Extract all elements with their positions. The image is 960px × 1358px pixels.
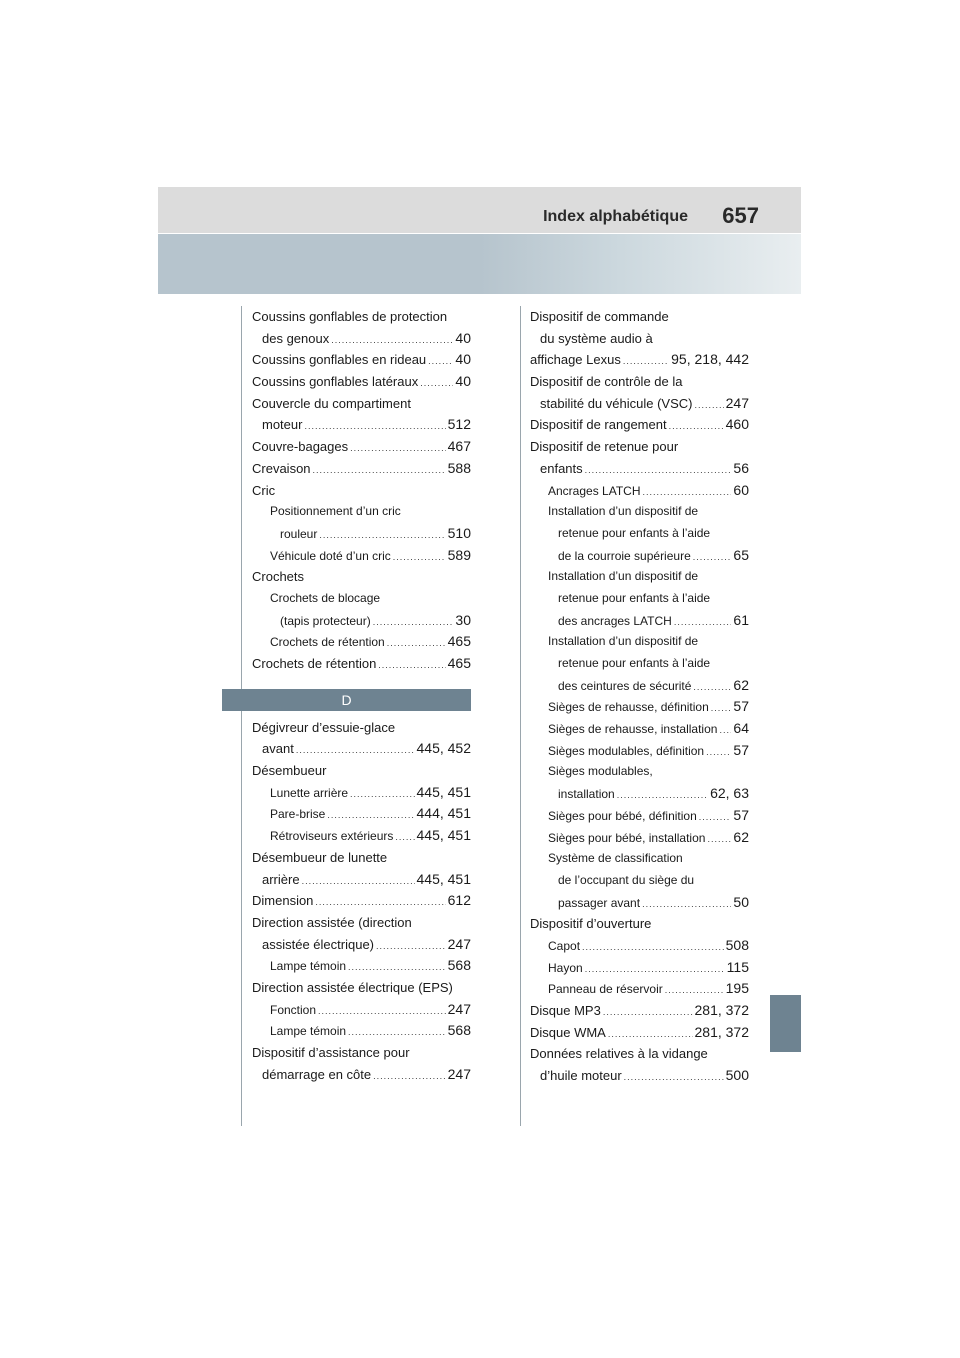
leader-dots (707, 829, 731, 849)
index-entry-term: Crevaison (252, 460, 311, 476)
index-entry (530, 523, 749, 545)
leader-dots (642, 894, 731, 914)
index-entry (252, 890, 471, 912)
column-rule-right (520, 306, 521, 1126)
index-entry-term: Rétroviseurs extérieurs (270, 829, 394, 844)
index-entry (252, 501, 471, 523)
index-entry-pages: 589 (447, 546, 471, 563)
column-rule-left (241, 306, 242, 1126)
index-entry (252, 393, 471, 415)
leader-dots (350, 784, 414, 804)
index-entry-term: Installation d’un dispositif de (548, 634, 699, 649)
index-entry (252, 955, 471, 977)
index-entry-term: Sièges de rehausse, définition (548, 700, 709, 715)
index-entry-term: du système audio à (540, 330, 653, 346)
index-entry (530, 371, 749, 393)
index-entry-term: démarrage en côte (262, 1066, 372, 1082)
index-entry-term: Coussins gonflables de protection (252, 309, 448, 324)
index-entry-term: Sièges pour bébé, définition (548, 808, 697, 823)
leader-dots (642, 482, 731, 502)
index-entry (530, 566, 749, 588)
index-entry (530, 1022, 749, 1044)
leader-dots (373, 612, 454, 632)
leader-dots (318, 1001, 446, 1021)
index-entry (252, 328, 471, 350)
index-entry (530, 545, 749, 567)
index-entry (252, 653, 471, 675)
index-entry-pages: 510 (447, 524, 471, 541)
index-entry (252, 371, 471, 393)
index-entry (252, 414, 471, 436)
index-entry (530, 1043, 749, 1065)
index-entry-pages: 60 (733, 481, 749, 498)
leader-dots (585, 460, 732, 480)
index-entry-pages: 467 (447, 438, 471, 455)
index-entry-term: Installation d’un dispositif de (548, 504, 699, 519)
index-entry-term: Couvre-bagages (252, 439, 349, 455)
index-entry-pages: 445, 452 (416, 740, 471, 757)
index-entry-term: retenue pour enfants à l’aide (558, 656, 711, 670)
index-entry-pages: 500 (725, 1067, 749, 1084)
index-entry-term: assistée électrique) (262, 936, 374, 952)
index-entry-pages: 61 (733, 611, 749, 628)
index-entry-term: Sièges modulables, définition (548, 743, 705, 758)
index-entry-pages: 445, 451 (416, 783, 471, 800)
index-entry (252, 1020, 471, 1042)
header-gradient-band (158, 234, 801, 294)
index-entry-term: Dégivreur d’essuie-glace (252, 719, 396, 735)
index-entry-pages: 281, 372 (694, 1023, 749, 1040)
index-entry (252, 912, 471, 934)
leader-dots (582, 937, 724, 957)
index-entry-pages: 508 (725, 936, 749, 953)
index-entry (530, 414, 749, 436)
leader-dots (373, 1066, 446, 1086)
index-entry (530, 631, 749, 653)
index-entry (530, 783, 749, 805)
index-entry-term: Cric (252, 482, 276, 498)
index-entry-pages: 281, 372 (694, 1002, 749, 1018)
leader-dots (623, 351, 669, 371)
index-entry-term: stabilité du véhicule (VSC) (540, 395, 693, 411)
index-entry-term: Coussins gonflables latéraux (252, 374, 419, 390)
index-entry-term: Couvercle du compartiment (252, 395, 411, 411)
leader-dots (719, 720, 731, 740)
leader-dots (302, 871, 415, 891)
index-entry-pages: 30 (455, 611, 471, 628)
index-entry (530, 696, 749, 718)
index-entry (252, 760, 471, 782)
index-entry-pages: 62 (733, 676, 749, 693)
index-entry (530, 458, 749, 480)
index-entry-term: Crochets de rétention (270, 635, 385, 650)
index-entry (252, 1064, 471, 1086)
index-entry-term: Lampe témoin (270, 959, 347, 974)
index-entry (530, 761, 749, 783)
index-entry-term: Direction assistée (direction (252, 914, 412, 930)
index-entry-term: avant (262, 741, 294, 757)
index-entry-term: passager avant (558, 895, 641, 910)
leader-dots (694, 395, 723, 415)
index-entry-pages: 445, 451 (416, 870, 471, 887)
index-entry-term: (tapis protecteur) (280, 613, 371, 628)
leader-dots (315, 892, 445, 912)
index-entry-pages: 62, 63 (710, 785, 749, 802)
leader-dots (665, 980, 724, 1000)
index-entry (530, 501, 749, 523)
index-entry-term: Disque MP3 (530, 1003, 601, 1018)
header-title: Index alphabétique (543, 208, 688, 225)
index-entry (530, 328, 749, 350)
index-entry-term: Dispositif d’assistance pour (252, 1045, 410, 1060)
leader-dots (350, 438, 446, 458)
index-entry-term: installation (558, 787, 615, 802)
index-entry (530, 1065, 749, 1087)
index-entry-pages: 195 (725, 980, 749, 997)
index-entry-term: d’huile moteur (540, 1068, 622, 1084)
index-entry (252, 458, 471, 480)
index-entry-term: arrière (262, 871, 300, 887)
section-letter-d: D (222, 689, 471, 711)
index-entry-term: retenue pour enfants à l’aide (558, 590, 711, 605)
index-entry (252, 825, 471, 847)
index-entry-term: de l’occupant du siège du (558, 872, 695, 887)
leader-dots (624, 1067, 724, 1087)
index-entry-pages: 465 (447, 633, 471, 650)
index-entry-pages: 445, 451 (416, 827, 471, 844)
index-entry-pages: 62 (733, 828, 749, 845)
leader-dots (420, 373, 453, 393)
leader-dots (387, 633, 446, 653)
index-entry-pages: 460 (725, 416, 749, 433)
index-entry-term: Système de classification (548, 851, 683, 866)
index-entry-term: affichage Lexus (530, 352, 621, 368)
page-number: 657 (722, 203, 759, 228)
index-entry (252, 436, 471, 458)
index-entry-term: Dispositif de contrôle de la (530, 374, 683, 390)
index-entry (252, 717, 471, 739)
index-entry (530, 718, 749, 740)
index-entry-term: des ancrages LATCH (558, 613, 672, 628)
index-entry-term: Crochets (252, 569, 305, 585)
index-entry (530, 653, 749, 675)
index-entry-term: Coussins gonflables en rideau (252, 352, 427, 368)
index-entry-pages: 568 (447, 957, 471, 974)
index-entry (530, 436, 749, 458)
leader-dots (395, 827, 414, 847)
index-entry-pages: 40 (455, 373, 471, 390)
index-entry-pages: 512 (447, 416, 471, 433)
index-entry (530, 306, 749, 328)
index-entry-term: Désembueur (252, 763, 327, 779)
leader-dots (711, 698, 732, 718)
index-entry-pages: 57 (733, 741, 749, 758)
index-entry-term: Capot (548, 938, 581, 953)
index-entry-pages: 50 (733, 893, 749, 910)
index-entry (252, 803, 471, 825)
index-entry-term: Sièges de rehausse, installation (548, 722, 718, 737)
index-entry (252, 588, 471, 610)
index-entry-term: enfants (540, 460, 583, 476)
index-entry (530, 675, 749, 697)
index-entry-term: retenue pour enfants à l’aide (558, 525, 711, 540)
index-entry-pages: 57 (733, 698, 749, 715)
index-entry-pages: 247 (447, 1065, 471, 1082)
index-entry (530, 913, 749, 935)
leader-dots (617, 785, 708, 805)
index-entry (530, 978, 749, 1000)
index-entry (252, 349, 471, 371)
index-entry-term: des genoux (262, 330, 330, 346)
index-entry (530, 957, 749, 979)
index-entry-term: Positionnement d’un cric (270, 504, 401, 519)
index-entry-term: rouleur (280, 526, 318, 541)
leader-dots (585, 959, 725, 979)
index-entry (252, 782, 471, 804)
leader-dots (603, 1002, 693, 1022)
index-entry-term: moteur (262, 417, 303, 433)
index-entry-term: Dispositif de rangement (530, 417, 667, 433)
index-entries-d (252, 717, 471, 1086)
index-entry (252, 306, 471, 328)
index-entry-term: Crochets de rétention (252, 656, 377, 671)
index-entry (530, 870, 749, 892)
index-entry-term: Hayon (548, 960, 583, 975)
index-entry (530, 848, 749, 870)
index-entry (252, 523, 471, 545)
index-entry (252, 610, 471, 632)
leader-dots (706, 742, 731, 762)
index-entry (252, 566, 471, 588)
index-entry-term: Installation d’un dispositif de (548, 569, 699, 584)
index-entry (530, 892, 749, 914)
leader-dots (693, 677, 731, 697)
leader-dots (319, 525, 445, 545)
index-column-right (530, 306, 749, 1087)
index-entry-pages: 115 (726, 958, 749, 975)
index-entry-term: de la courroie supérieure (558, 548, 691, 563)
leader-dots (378, 655, 445, 675)
index-entry (252, 999, 471, 1021)
index-entry-pages: 465 (447, 655, 471, 671)
index-entry (530, 480, 749, 502)
index-entry (252, 869, 471, 891)
leader-dots (348, 957, 446, 977)
index-entry-pages: 588 (447, 459, 471, 476)
index-entry (530, 805, 749, 827)
index-entry (530, 610, 749, 632)
index-entry-term: Disque WMA (530, 1024, 606, 1040)
index-entry (530, 588, 749, 610)
index-entry-term: Lunette arrière (270, 785, 349, 800)
leader-dots (376, 936, 446, 956)
index-entry (252, 545, 471, 567)
index-entry-term: Données relatives à la vidange (530, 1046, 708, 1062)
index-entry (530, 740, 749, 762)
index-entry-pages: 247 (447, 1000, 471, 1017)
index-entry (530, 827, 749, 849)
leader-dots (608, 1024, 693, 1044)
index-column-left (252, 306, 471, 1085)
leader-dots (331, 330, 453, 350)
index-entry-pages: 65 (733, 546, 749, 563)
index-entry-term: Panneau de réservoir (548, 982, 663, 997)
index-entry-pages: 40 (455, 329, 471, 346)
index-entry-term: Crochets de blocage (270, 590, 381, 605)
index-entry-pages: 444, 451 (416, 805, 471, 822)
leader-dots (393, 547, 446, 567)
index-entry (252, 847, 471, 869)
index-entry-pages: 64 (733, 720, 749, 737)
index-entry (252, 631, 471, 653)
index-entry-term: Dimension (252, 893, 314, 909)
index-entry-pages: 40 (455, 351, 471, 368)
index-entries-c (252, 306, 471, 675)
index-entry-term: Ancrages LATCH (548, 483, 641, 498)
index-entry-term: Dispositif d’ouverture (530, 916, 652, 932)
index-entry (252, 1042, 471, 1064)
index-entry-pages: 57 (733, 806, 749, 823)
index-entry-term: des ceintures de sécurité (558, 678, 692, 693)
index-entry (530, 349, 749, 371)
index-entry-pages: 612 (447, 892, 471, 909)
index-entry-term: Fonction (270, 1002, 317, 1017)
leader-dots (428, 351, 453, 371)
leader-dots (304, 416, 445, 436)
index-entry-term: Désembueur de lunette (252, 849, 388, 865)
leader-dots (313, 460, 446, 480)
leader-dots (348, 1022, 446, 1042)
index-entry (252, 934, 471, 956)
index-entry-term: Véhicule doté d’un cric (270, 548, 391, 563)
leader-dots (693, 547, 732, 567)
index-entry-term: Dispositif de retenue pour (530, 439, 679, 455)
index-entry (252, 977, 471, 999)
index-entry-term: Direction assistée électrique (EPS) (252, 979, 453, 995)
index-entry (530, 935, 749, 957)
index-entry (252, 480, 471, 502)
leader-dots (327, 805, 414, 825)
index-entry-term: Lampe témoin (270, 1024, 347, 1039)
index-entry-pages: 95, 218, 442 (671, 351, 749, 368)
leader-dots (674, 612, 732, 632)
section-thumb-tab (770, 995, 801, 1052)
index-entries-d-continued (530, 306, 749, 1087)
index-entry-term: Sièges modulables, (548, 764, 653, 779)
index-entry-pages: 56 (733, 459, 749, 476)
index-entry-pages: 568 (447, 1022, 471, 1039)
index-entry (252, 738, 471, 760)
index-entry (530, 393, 749, 415)
index-entry-term: Pare-brise (270, 807, 326, 822)
index-entry-term: Dispositif de commande (530, 309, 669, 324)
page-header (158, 187, 801, 233)
leader-dots (669, 416, 724, 436)
index-entry-term: Sièges pour bébé, installation (548, 830, 706, 845)
leader-dots (296, 740, 415, 760)
index-entry (530, 1000, 749, 1022)
leader-dots (699, 807, 732, 827)
index-entry-pages: 247 (725, 394, 749, 411)
index-entry-pages: 247 (447, 935, 471, 952)
